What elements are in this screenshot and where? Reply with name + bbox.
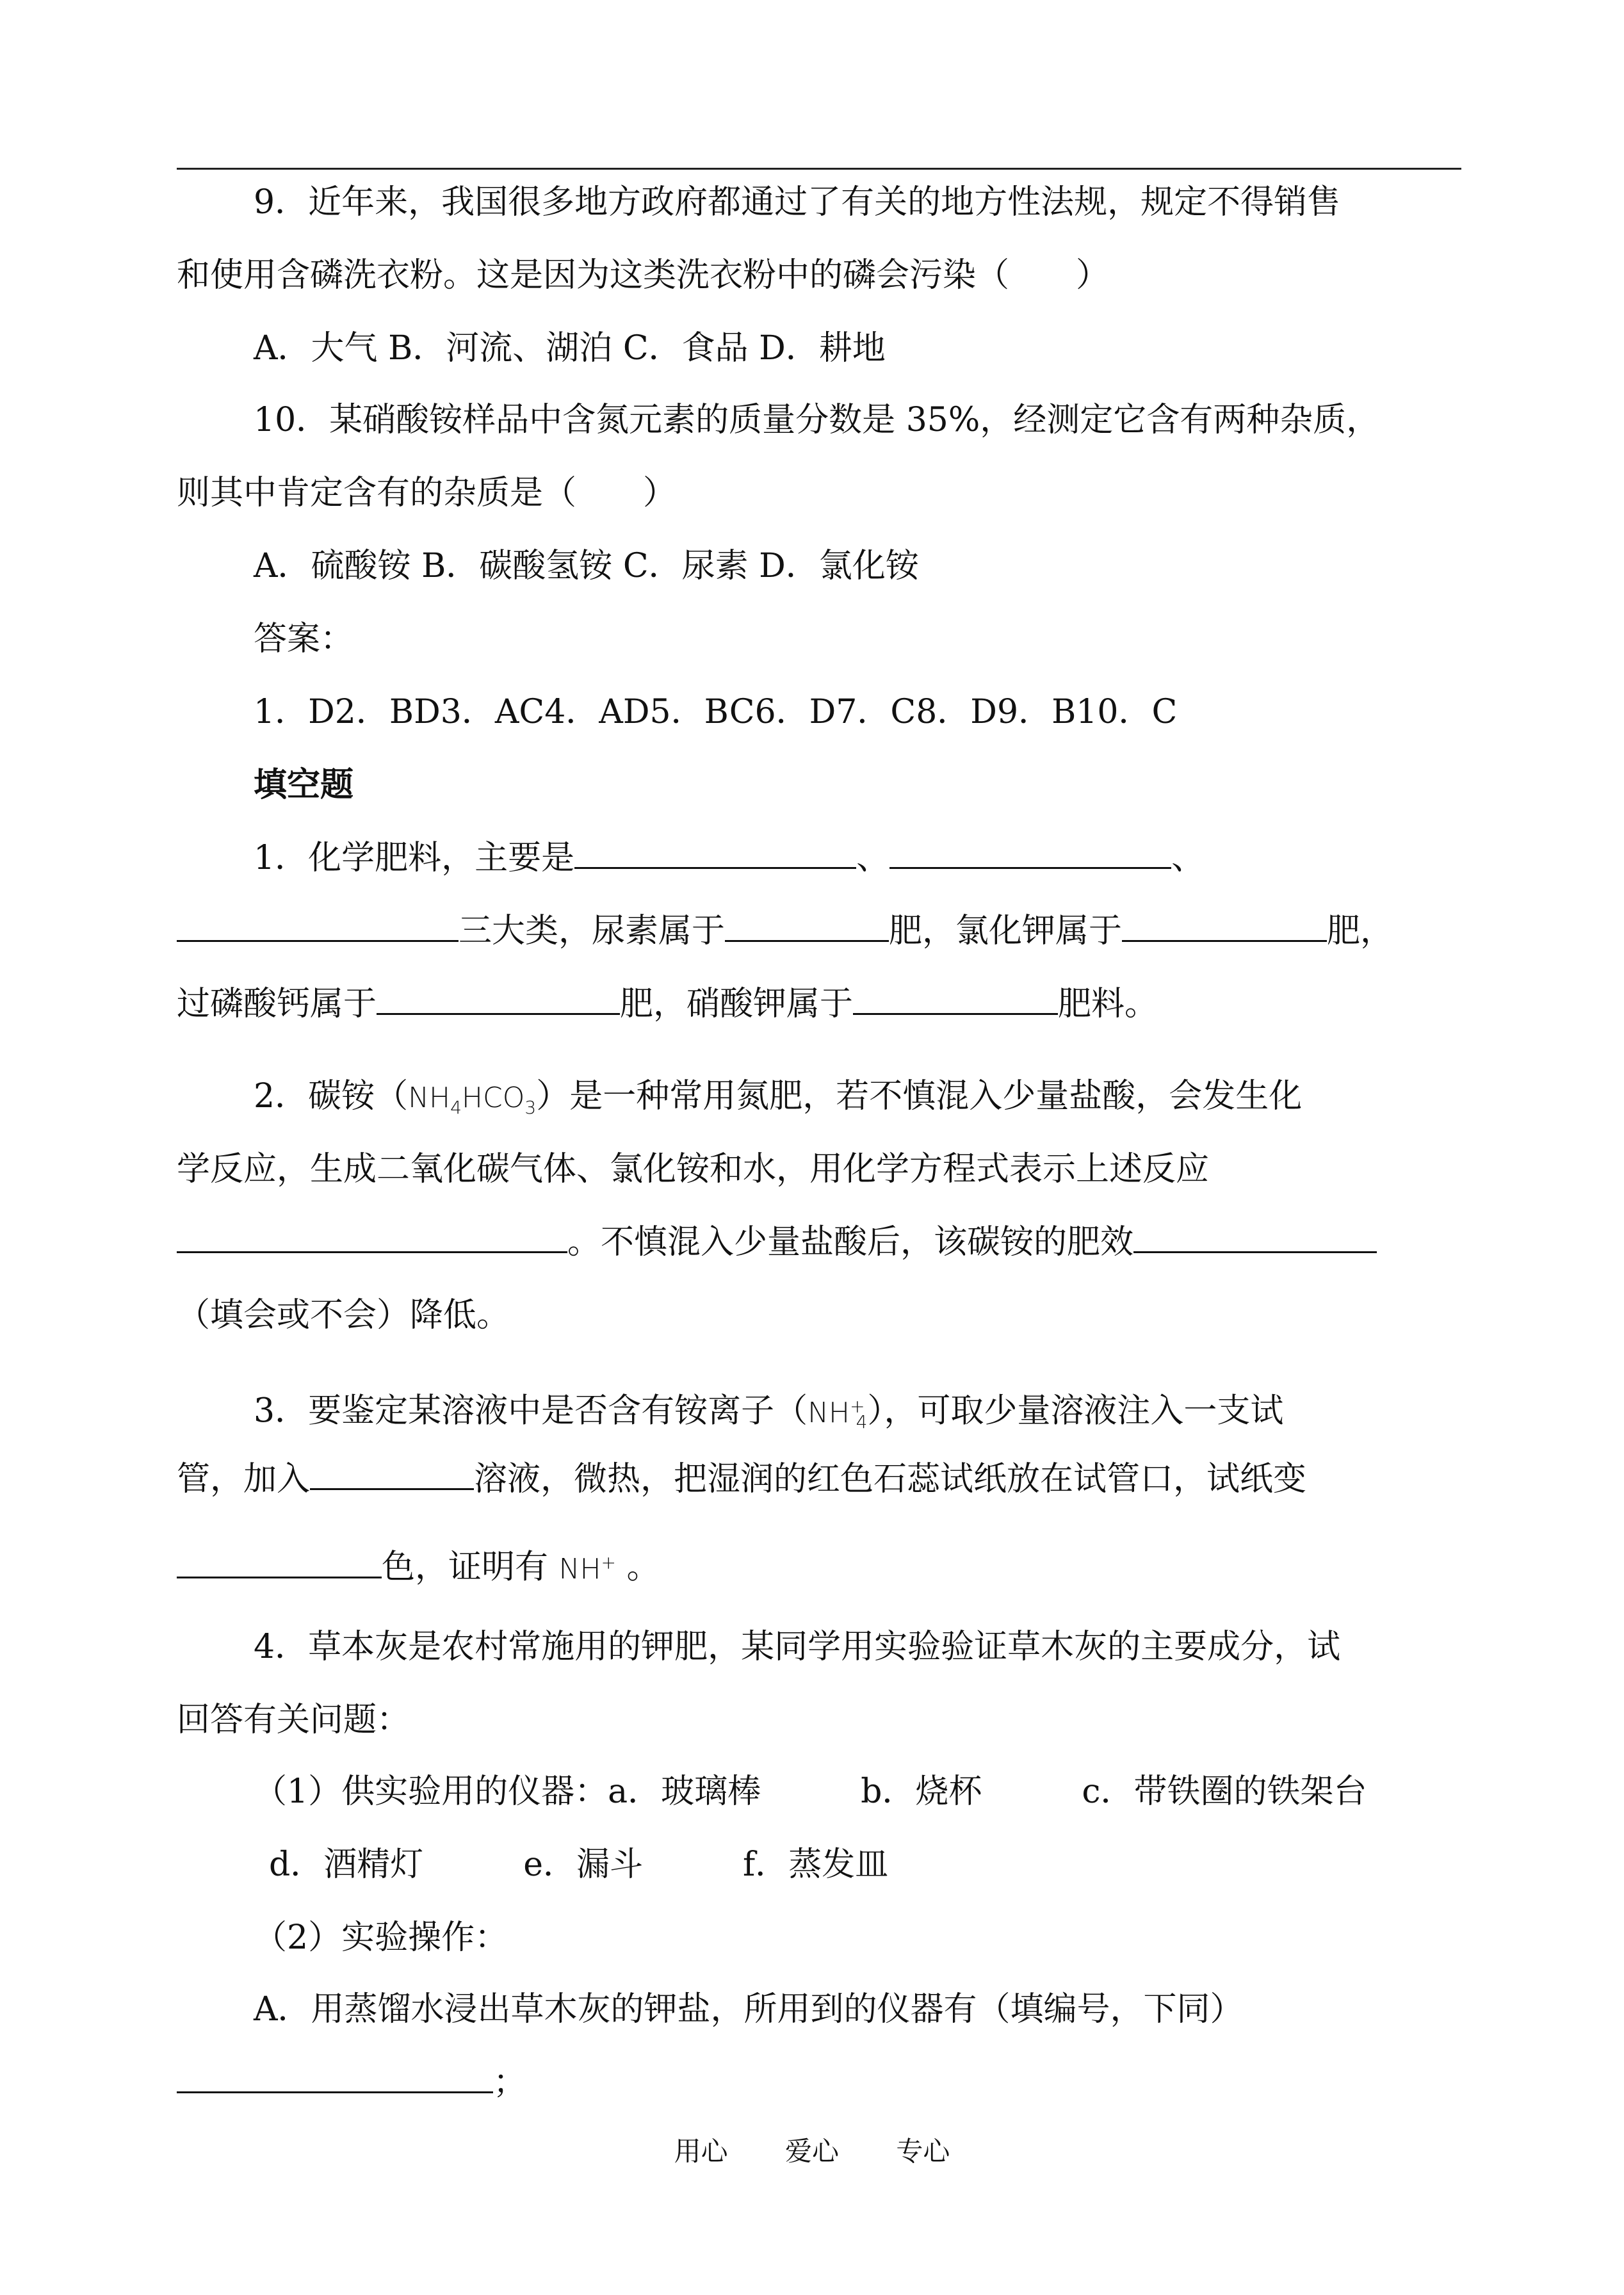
fill-heading: 填空题 [254, 765, 354, 804]
f2-line4: （填会或不会）降低。 [177, 1296, 510, 1334]
f3-line3 [177, 1537, 660, 1588]
f3-text-b: ），可取少量溶液注入一支试 [867, 1391, 1284, 1431]
f3-text-e: 色，证明有 [382, 1548, 549, 1587]
f4-stepA-end: ； [493, 2063, 527, 2102]
f3-text-f: 。 [626, 1548, 660, 1587]
answer-blank[interactable] [177, 1218, 567, 1253]
answer-blank[interactable] [574, 834, 856, 869]
f1-line1 [254, 832, 1205, 884]
answer-blank[interactable] [177, 1543, 382, 1578]
f4-line2: 回答有关问题： [177, 1701, 410, 1739]
formula-nh-ion: NH+ [558, 1552, 617, 1585]
f2-text-a: 2．碳铵（ [254, 1077, 409, 1115]
q9-line2: 和使用含磷洗衣粉。这是因为这类洗衣粉中的磷会污染（ ） [177, 256, 1110, 295]
f1-text-f: 肥，硝酸钾属于 [620, 985, 854, 1023]
f1-line2 [177, 905, 1393, 957]
answers-text: 1．D2．BD3．AC4．AD5．BC6．D7．C8．D9．B10．C [254, 693, 1178, 731]
formula-ammonium-ion: $NH^+_4$ [808, 1395, 868, 1433]
q9-line1: 9．近年来，我国很多地方政府都通过了有关的地方性法规，规定不得销售 [254, 183, 1341, 222]
f2-text-b: ）是一种常用氮肥，若不慎混入少量盐酸，会发生化 [536, 1077, 1303, 1115]
f3-text-c: 管，加入 [177, 1460, 311, 1498]
f1-line3 [177, 978, 1158, 1030]
f2-text-d: 。不慎混入少量盐酸后，该碳铵的肥效 [567, 1223, 1134, 1261]
f2-line3 [177, 1217, 1377, 1268]
f3-line1 [254, 1381, 1283, 1432]
f1-text-g: 肥料。 [1058, 985, 1158, 1023]
answers-label: 答案： [254, 620, 354, 658]
footer-item: 专心 [896, 2136, 950, 2167]
q9-options: A．大气 B．河流、湖泊 C．食品 D．耕地 [254, 329, 886, 368]
formula-nh4hco3: $NH_4HCO_3$ [408, 1082, 537, 1118]
page-footer [0, 2132, 1624, 2171]
f3-text-d: 溶液，微热，把湿润的红色石蕊试纸放在试管口，试纸变 [474, 1460, 1307, 1498]
answer-blank[interactable] [177, 2058, 493, 2093]
f1-sep2: 、 [1171, 839, 1205, 877]
q10-line1: 10．某硝酸铵样品中含氮元素的质量分数是 35%，经测定它含有两种杂质， [254, 401, 1380, 439]
answer-blank[interactable] [889, 834, 1171, 869]
answer-blank[interactable] [853, 980, 1058, 1015]
f2-line2: 学反应，生成二氧化碳气体、氯化铵和水，用化学方程式表示上述反应 [177, 1150, 1210, 1188]
answer-blank[interactable] [377, 980, 620, 1015]
answer-blank[interactable] [1133, 1218, 1377, 1253]
f3-line2 [177, 1454, 1306, 1505]
f4-sub1b: d．酒精灯 e．漏斗 f．蒸发皿 [269, 1845, 889, 1884]
header-rule [177, 168, 1461, 170]
q10-line2: 则其中肯定含有的杂质是（ ） [177, 474, 677, 512]
f1-text-a: 1．化学肥料，主要是 [254, 839, 575, 877]
f4-sub2: （2）实验操作： [254, 1918, 508, 1957]
footer-item: 爱心 [784, 2136, 839, 2167]
f4-stepA-answer [177, 2057, 526, 2108]
f4-sub1: （1）供实验用的仪器：a．玻璃棒 b．烧杯 c．带铁圈的铁架台 [254, 1772, 1367, 1811]
f1-text-b: 三大类，尿素属于 [459, 912, 726, 950]
q10-options: A．硫酸铵 B．碳酸氢铵 C．尿素 D．氯化铵 [254, 547, 919, 585]
answer-blank[interactable] [725, 907, 889, 942]
answer-blank[interactable] [177, 907, 459, 942]
f2-line1 [254, 1071, 1302, 1122]
answer-blank[interactable] [310, 1455, 474, 1490]
f1-sep1: 、 [856, 839, 890, 877]
f1-text-e: 过磷酸钙属于 [177, 985, 377, 1023]
f4-line1: 4．草本灰是农村常施用的钾肥，某同学用实验验证草木灰的主要成分，试 [254, 1628, 1341, 1666]
f3-text-a: 3．要鉴定某溶液中是否含有铵离子（ [254, 1391, 808, 1431]
f1-text-c: 肥，氯化钾属于 [889, 912, 1123, 950]
f1-text-d: 肥， [1327, 912, 1394, 950]
answer-blank[interactable] [1122, 907, 1327, 942]
footer-item: 用心 [674, 2136, 728, 2167]
f4-stepA: A．用蒸馏水浸出草木灰的钾盐，所用到的仪器有（填编号，下同） [254, 1990, 1244, 2029]
